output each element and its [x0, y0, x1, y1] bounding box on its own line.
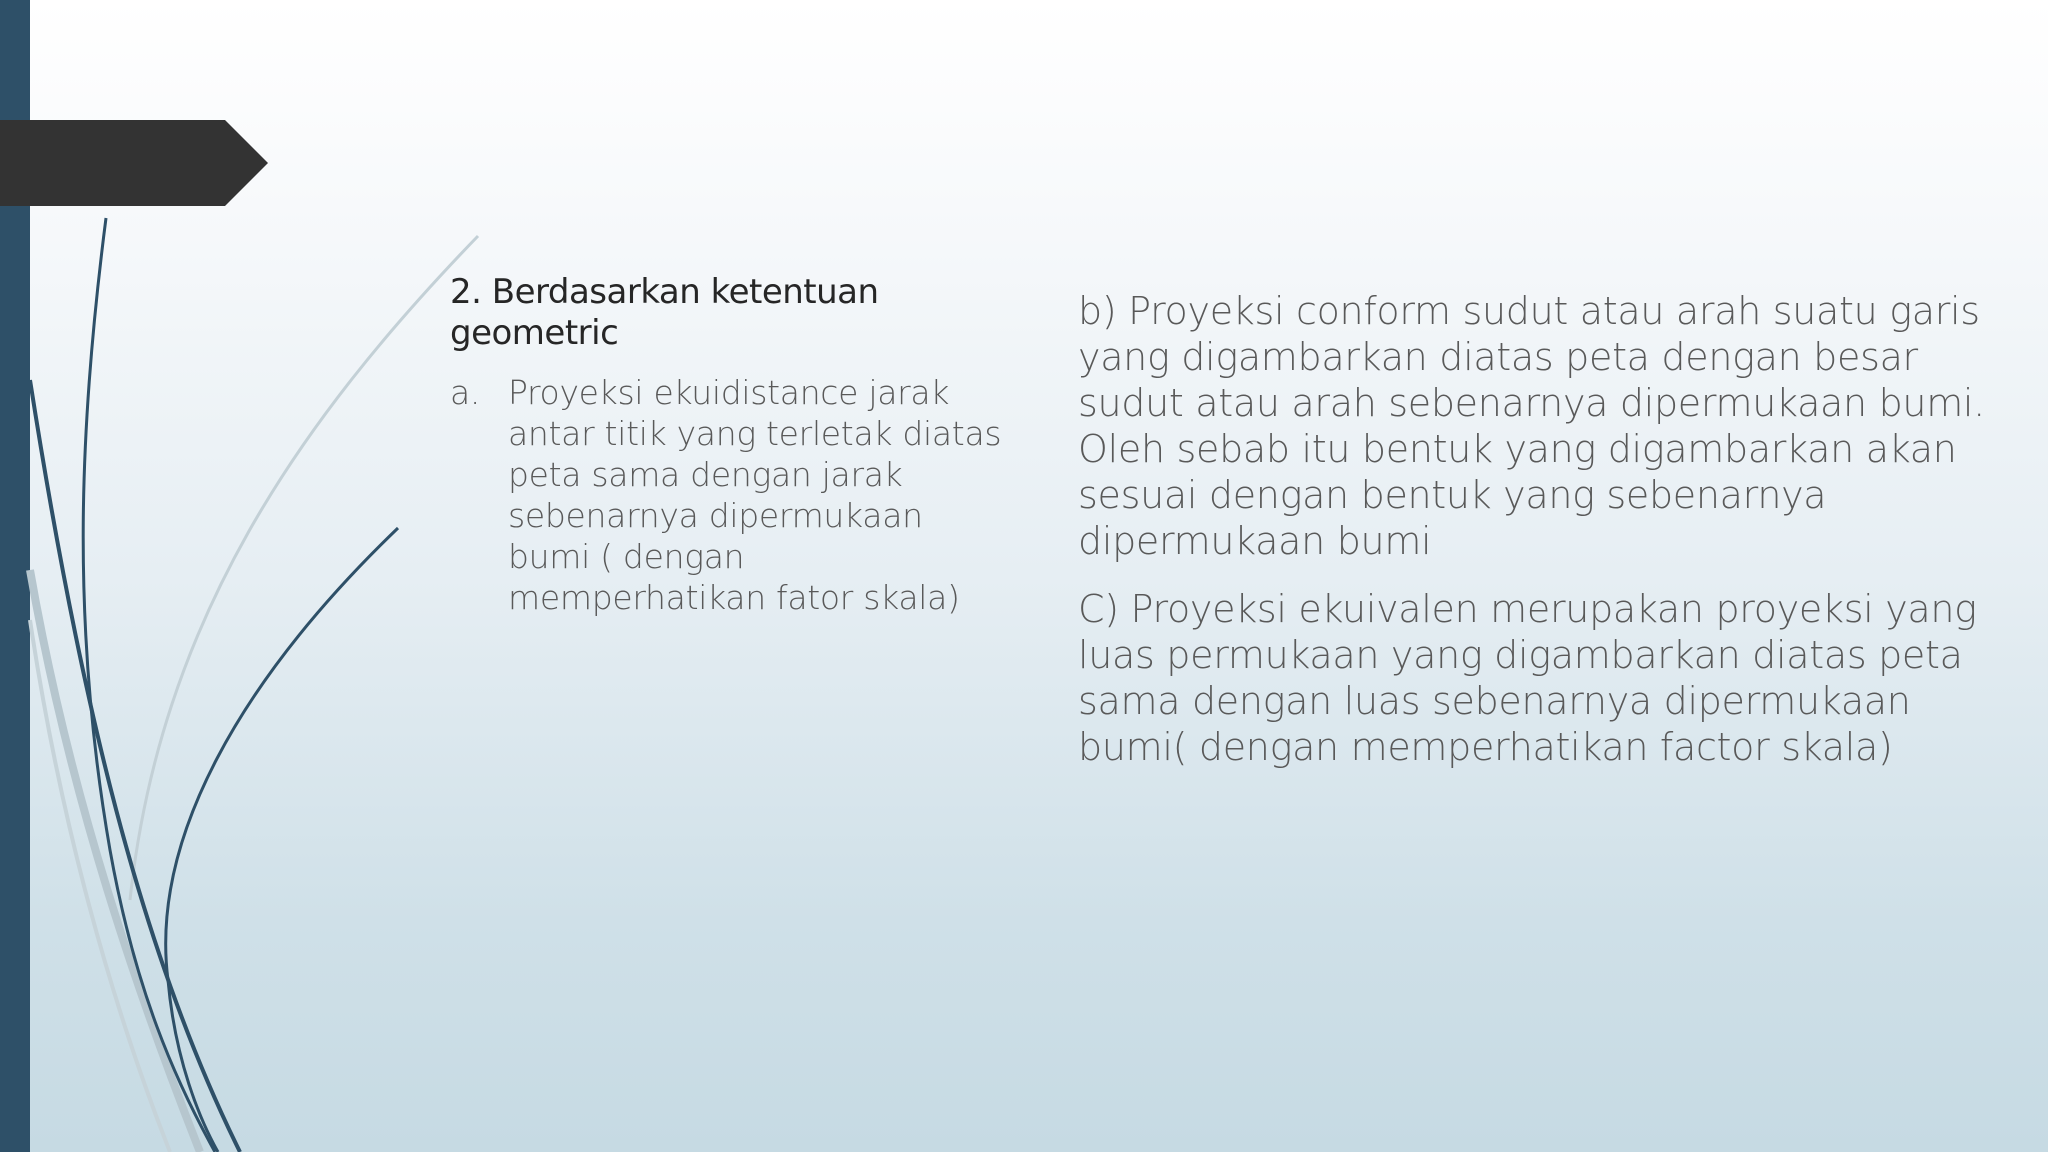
curve-light-3 [30, 620, 170, 1152]
paragraph-b: b) Proyeksi conform sudut atau arah suatu garis yang digambarkan diatas peta dengan besar sudut atau arah sebenarnya dipermukaan bumi. Oleh sebab itu bentuk yang digambarkan akan sesuai dengan bentuk yang sebenarnya dipermukaan bumi [1078, 289, 1985, 563]
right-column [1078, 288, 1998, 792]
curve-dark-1 [83, 218, 215, 1152]
list-item-marker: a. [450, 372, 481, 412]
section-heading: 2. Berdasarkan ketentuan geometric [450, 272, 879, 353]
left-column [450, 272, 1010, 618]
curve-light-1 [130, 236, 478, 900]
curve-dark-2 [166, 528, 398, 1152]
title-tab-arrow [0, 0, 280, 220]
list-item-a [450, 372, 1010, 618]
paragraph-c: C) Proyeksi ekuivalen merupakan proyeksi yang luas permukaan yang digambarkan diatas peta sama dengan luas sebenarnya dipermukaan bumi( dengan memperhatikan factor skala) [1078, 587, 1977, 769]
curve-dark-3 [30, 380, 240, 1152]
curve-light-2 [30, 570, 200, 1152]
list-item-text: Proyeksi ekuidistance jarak antar titik yang terletak diatas peta sama dengan jarak sebenarnya dipermukaan bumi ( dengan memperhatikan fator skala) [508, 372, 1002, 617]
